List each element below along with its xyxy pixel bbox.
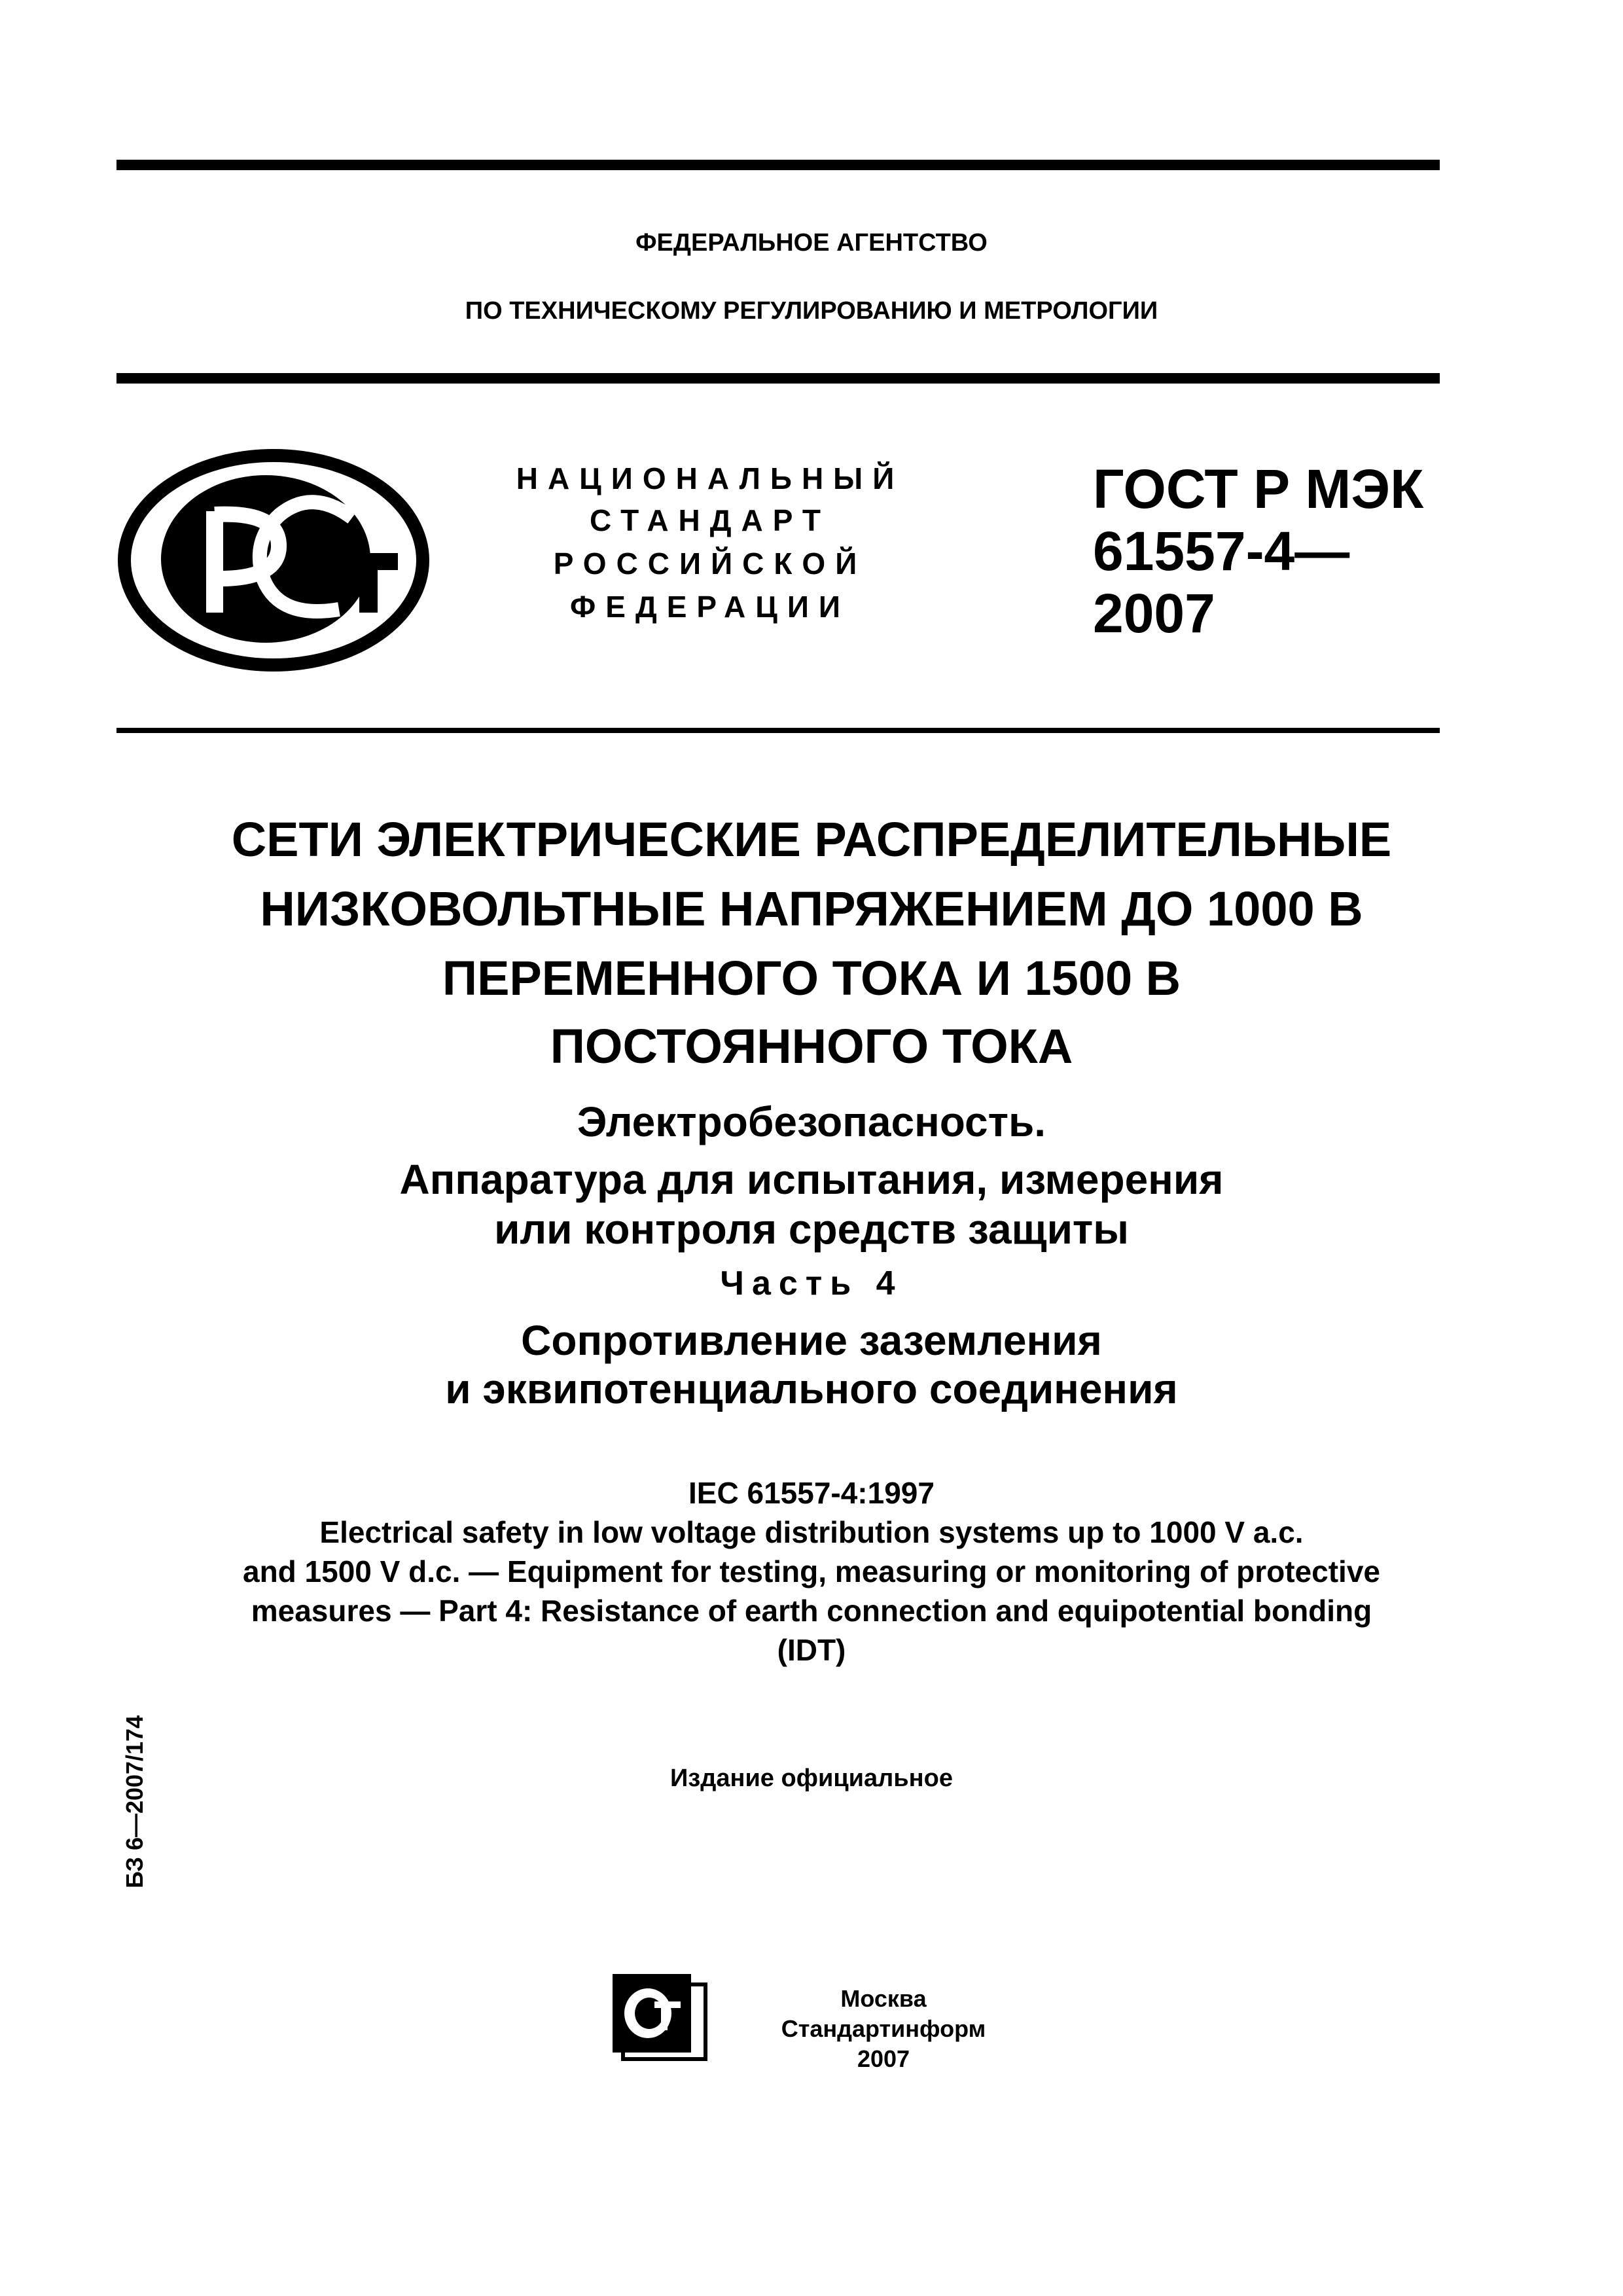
edition-note: Издание официальное xyxy=(670,1765,953,1792)
iec-title-line-3: measures — Part 4: Resistance of earth connection and equipotential bonding xyxy=(251,1594,1372,1628)
agency-line-2: ПО ТЕХНИЧЕСКОМУ РЕГУЛИРОВАНИЮ И МЕТРОЛОГИИ xyxy=(465,297,1158,325)
national-standard-line-2: СТАНДАРТ xyxy=(590,503,830,537)
designation-line-1: ГОСТ Р МЭК xyxy=(1093,458,1424,520)
designation-line-2: 61557-4— xyxy=(1093,520,1350,582)
national-standard-line-4: ФЕДЕРАЦИИ xyxy=(570,590,850,624)
part-label: Часть 4 xyxy=(720,1265,903,1302)
national-standard-line-1: НАЦИОНАЛЬНЫЙ xyxy=(516,461,904,495)
standartinform-logo-icon xyxy=(609,1970,707,2062)
designation-rule xyxy=(116,728,1440,733)
title-line-1: СЕТИ ЭЛЕКТРИЧЕСКИЕ РАСПРЕДЕЛИТЕЛЬНЫЕ xyxy=(231,812,1392,867)
publisher-city: Москва xyxy=(840,1985,927,2012)
iec-title-line-2: and 1500 V d.c. — Equipment for testing, measuring or monitoring of protective xyxy=(242,1554,1380,1588)
publisher-name: Стандартинформ xyxy=(781,2015,986,2042)
title-line-3: ПЕРЕМЕННОГО ТОКА И 1500 В xyxy=(442,951,1181,1005)
side-code: БЗ 6—2007/174 xyxy=(121,1715,148,1888)
national-standard-line-3: РОССИЙСКОЙ xyxy=(553,547,867,581)
subtitle-line-2: Аппаратура для испытания, измерения xyxy=(399,1156,1224,1203)
subtitle-line-3: или контроля средств защиты xyxy=(494,1206,1129,1253)
agency-line-1: ФЕДЕРАЛЬНОЕ АГЕНТСТВО xyxy=(635,229,988,257)
top-rule xyxy=(116,160,1440,170)
title-line-4: ПОСТОЯННОГО ТОКА xyxy=(550,1019,1073,1073)
designation-line-3: 2007 xyxy=(1093,583,1215,644)
subtitle-line-1: Электробезопасность. xyxy=(577,1098,1046,1145)
iec-code: IEC 61557-4:1997 xyxy=(688,1476,935,1510)
title-line-2: НИЗКОВОЛЬТНЫЕ НАПРЯЖЕНИЕМ ДО 1000 В xyxy=(260,882,1363,936)
publisher-year: 2007 xyxy=(857,2045,910,2072)
header-rule xyxy=(116,373,1440,384)
iec-identity: (IDT) xyxy=(777,1633,846,1667)
part-name-line-1: Сопротивление заземления xyxy=(521,1317,1102,1364)
part-name-line-2: и эквипотенциального соединения xyxy=(445,1365,1178,1412)
iec-title-line-1: Electrical safety in low voltage distribution systems up to 1000 V a.c. xyxy=(319,1515,1304,1549)
rst-logo-icon xyxy=(116,449,431,672)
